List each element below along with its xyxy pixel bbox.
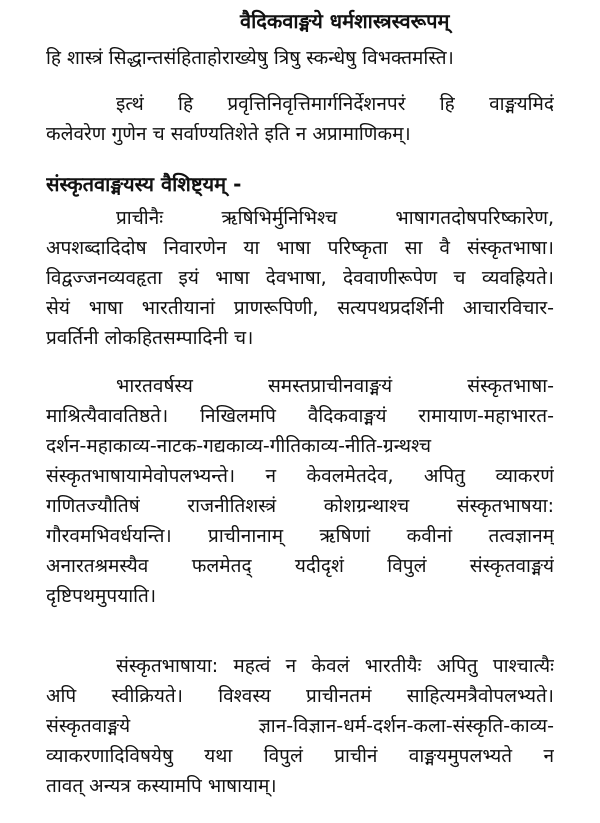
paragraph-line: माश्रित्यैवावतिष्ठते। निखिलमपि वैदिकवाङ्मयं रामायाण-महाभारत- — [46, 405, 554, 427]
paragraph-line: अनारतश्रमस्यैव फलमेतद् यदीदृशं विपुलं संस्कृतवाङ्मयं — [46, 555, 554, 577]
paragraph-line: गौरवमभिवर्धयन्ति। प्राचीनानाम् ऋषिणां कवीनां तत्वज्ञानम् — [46, 525, 554, 547]
paragraph-line: इत्थं हि प्रवृत्तिनिवृत्तिमार्गनिर्देशनपरं हि वाङ्मयमिदं — [116, 93, 554, 115]
paragraph-line: अपि स्वीक्रियते। विश्वस्य प्राचीनतमं साहित्यमत्रैवोपलभ्यते। — [46, 685, 554, 707]
paragraph-line: दृष्टिपथमुपयाति। — [46, 585, 157, 607]
paragraph-line: हि शास्त्रं सिद्धान्तसंहिताहोराख्येषु त्रिषु स्कन्धेषु विभक्तमस्ति। — [46, 47, 454, 69]
section-heading: संस्कृतवाङ्मयस्य वैशिष्ट्यम् - — [46, 172, 242, 196]
paragraph-line: दर्शन-महाकाव्य-नाटक-गद्यकाव्य-गीतिकाव्य-नीति-ग्रन्थश्च — [46, 435, 432, 457]
paragraph-line: भारतवर्षस्य समस्तप्राचीनवाङ्मयं संस्कृतभाषा- — [116, 375, 554, 397]
paragraph-line: प्रवर्तिनी लोकहितसम्पादिनी च। — [46, 327, 254, 349]
paragraph-line: तावत् अन्यत्र कस्यामपि भाषायाम्। — [46, 775, 277, 797]
paragraph-line: संस्कृतभाषाया: महत्वं न केवलं भारतीयैः अपितु पाश्चात्यैः — [116, 655, 554, 677]
paragraph-line: कलेवरेण गुणेन च सर्वाण्यतिशेते इति न अप्रामाणिकम्। — [46, 123, 411, 145]
page-title: वैदिकवाङ्मये धर्मशास्त्रस्वरूपम् — [240, 9, 450, 33]
paragraph-line: सेयं भाषा भारतीयानां प्राणरूपिणी, सत्यपथप्रदर्शिनी आचारविचार- — [46, 297, 554, 319]
paragraph-line: व्याकरणादिविषयेषु यथा विपुलं प्राचीनं वाङ्मयमुपलभ्यते न — [46, 745, 554, 767]
paragraph-line: गणितज्यौतिषं राजनीतिशस्त्रं कोशग्रन्थाश्च संस्कृतभाषया: — [46, 495, 554, 517]
paragraph-line: अपशब्दादिदोष निवारणेन या भाषा परिष्कृता सा वै संस्कृतभाषा। — [46, 237, 554, 259]
paragraph-line: संस्कृतवाङ्मये ज्ञान-विज्ञान-धर्म-दर्शन-कला-संस्कृति-काव्य- — [46, 715, 554, 737]
paragraph-line: संस्कृतभाषायामेवोपलभ्यन्ते। न केवलमेतदेव, अपितु व्याकरणं — [46, 465, 554, 487]
paragraph-line: विद्वज्जनव्यवहृता इयं भाषा देवभाषा, देववाणीरूपेण च व्यवह्रियते। — [46, 267, 554, 289]
paragraph-line: प्राचीनैः ऋषिभिर्मुनिभिश्च भाषागतदोषपरिष्कारेण, — [116, 207, 554, 229]
